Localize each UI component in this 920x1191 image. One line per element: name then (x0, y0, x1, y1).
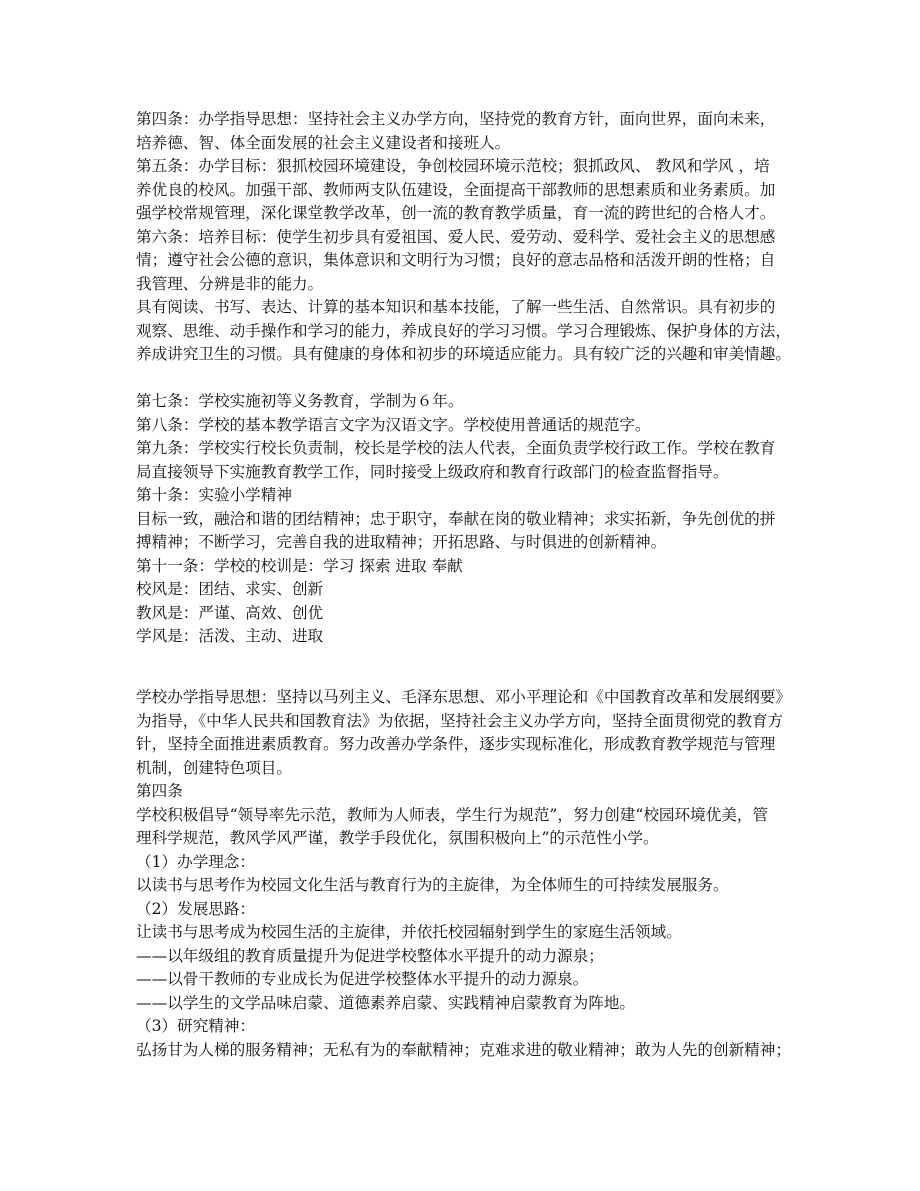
text-line: 学校办学指导思想：坚持以马列主义、毛泽东思想、邓小平理论和《中国教育改革和发展纲要》 (136, 688, 791, 706)
text-line: 第十条：实验小学精神 (136, 486, 292, 504)
text-line: 我管理、分辨是非的能力。 (136, 274, 324, 293)
text-line: ——以年级组的教育质量提升为促进学校整体水平提升的动力源泉； (136, 946, 604, 965)
text-line: 强学校常规管理，深化课堂教学改革，创一流的教育教学质量，育一流的跨世纪的合格人才。 (136, 204, 776, 222)
text-line: 第九条：学校实行校长负责制，校长是学校的法人代表，全面负责学校行政工作。学校在教育 (136, 439, 776, 457)
text-line: 学风是：活泼、主动、进取 (136, 627, 324, 645)
text-line: 第六条：培养目标：使学生初步具有爱祖国、爱人民、爱劳动、爱科学、爱社会主义的思想感 (136, 227, 776, 246)
text-line: 教风是：严谨、高效、创优 (136, 603, 324, 622)
section-guiding-philosophy (136, 686, 796, 1062)
text-line: （2）发展思路： (136, 899, 256, 918)
text-line: 养优良的校风。加强干部、教师两支队伍建设，全面提高干部教师的思想素质和业务素质。加 (136, 180, 776, 199)
text-line: （1）办学理念： (136, 852, 256, 871)
section-articles-7-11 (136, 390, 796, 649)
text-line: （3）研究精神： (136, 1017, 256, 1035)
text-line: 搏精神；不断学习，完善自我的进取精神；开拓思路、与时俱进的创新精神。 (136, 533, 667, 551)
text-line: 学校积极倡导“领导率先示范，教师为人师表，学生行为规范”，努力创建“校园环境优美，管 (136, 805, 769, 824)
text-line: 弘扬甘为人梯的服务精神；无私有为的奉献精神；克难求进的敬业精神；敢为人先的创新精神； (136, 1040, 791, 1059)
text-line: 为指导，《中华人民共和国教育法》为依据，坚持社会主义办学方向，坚持全面贯彻党的教育方 (136, 711, 784, 730)
text-line: 校风是：团结、求实、创新 (136, 580, 324, 598)
text-line: 第七条：学校实施初等义务教育，学制为６年。 (136, 392, 464, 410)
text-line: 第八条：学校的基本教学语言文字为汉语文字。学校使用普通话的规范字。 (136, 415, 651, 434)
text-line: ——以骨干教师的专业成长为促进学校整体水平提升的动力源泉。 (136, 970, 589, 988)
text-line: 以读书与思考作为校园文化生活与教育行为的主旋律，为全体师生的可持续发展服务。 (136, 876, 729, 894)
text-line: 培养德、智、体全面发展的社会主义建设者和接班人。 (136, 133, 511, 152)
text-line: 局直接领导下实施教育教学工作，同时接受上级政府和教育行政部门的检查监督指导。 (136, 462, 729, 481)
text-line: 让读书与思考成为校园生活的主旋律，并依托校园辐射到学生的家庭生活领域。 (136, 923, 682, 941)
text-line: 第五条：办学目标：狠抓校园环境建设，争创校园环境示范校；狠抓政风、 教风和学风 ，培 (136, 157, 770, 175)
text-line: 养成讲究卫生的习惯。具有健康的身体和初步的环境适应能力。具有较广泛的兴趣和审美情趣。 (136, 345, 791, 363)
text-line: 具有阅读、书写、表达、计算的基本知识和基本技能，了解一些生活、自然常识。具有初步的 (136, 298, 776, 316)
text-line: 机制，创建特色项目。 (136, 758, 292, 777)
text-line: 第四条：办学指导思想：坚持社会主义办学方向，坚持党的教育方针，面向世界，面向未来， (136, 110, 776, 128)
text-line: 情；遵守社会公德的意识，集体意识和文明行为习惯；良好的意志品格和活泼开朗的性格；自 (136, 251, 776, 269)
text-line: 目标一致，融洽和谐的团结精神；忠于职守，奉献在岗的敬业精神；求实拓新，争先创优的拼 (136, 509, 776, 528)
text-line: ——以学生的文学品味启蒙、道德素养启蒙、实践精神启蒙教育为阵地。 (136, 993, 636, 1012)
text-line: 理科学规范，教风学风严谨，教学手段优化，氛围积极向上”的示范性小学。 (136, 829, 659, 847)
text-line: 针，坚持全面推进素质教育。努力改善办学条件，逐步实现标准化，形成教育教学规范与管理 (136, 735, 776, 753)
text-line: 第十一条：学校的校训是：学习 探索 进取 奉献 (136, 556, 463, 575)
text-line: 第四条 (136, 782, 183, 800)
section-articles-4-6 (136, 108, 796, 367)
text-line: 观察、思维、动手操作和学习的能力，养成良好的学习习惯。学习合理锻炼、保护身体的方法， (136, 321, 791, 340)
